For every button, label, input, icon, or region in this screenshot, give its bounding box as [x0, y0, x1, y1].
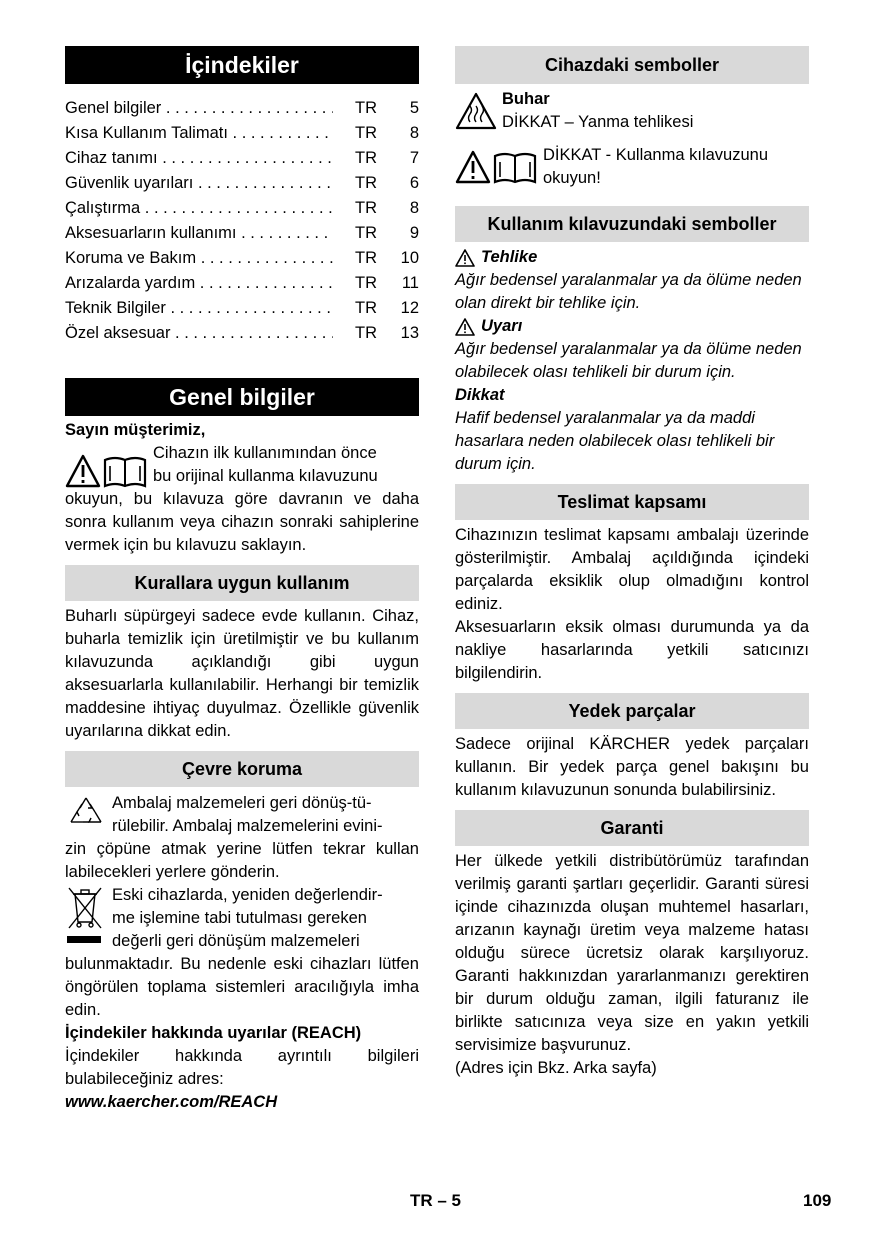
toc-lang: TR: [355, 324, 377, 342]
toc-label: Güvenlik uyarıları . . .: [65, 171, 333, 196]
toc-label: Çalıştırma . . .: [65, 196, 333, 221]
recycle-icon: [65, 792, 112, 834]
toc-heading: İçindekiler: [65, 46, 419, 84]
caution-text: Hafif bedensel yaralanmalar ya da maddi hasarlara neden olabilecek olası tehlikeli bir durum için.: [455, 409, 775, 473]
caution-label: Dikkat: [455, 386, 505, 404]
toc-row[interactable]: [65, 146, 419, 171]
reach-title: İçindekiler hakkında uyarılar (REACH): [65, 1024, 362, 1042]
spare-parts-heading: Yedek parçalar: [455, 693, 809, 729]
warranty-heading: Garanti: [455, 810, 809, 846]
page-number: 109: [803, 1191, 832, 1210]
warranty-note: (Adres için Bkz. Arka sayfa): [455, 1059, 657, 1077]
right-column: [455, 46, 809, 1080]
toc-page: 9: [409, 224, 419, 242]
toc-page: 10: [400, 249, 419, 267]
spare-parts-text: Sadece orijinal KÄRCHER yedek parçaları kullanın. Bir yedek parça genel bakışını bu kullanım kılavuzunun sonunda bulabilirsiniz.: [455, 735, 809, 799]
toc-page: 6: [409, 174, 419, 192]
toc-row[interactable]: [65, 196, 419, 221]
toc-label: Cihaz tanımı . . .: [65, 146, 333, 171]
danger-label-row: [455, 246, 809, 269]
toc-label: Teknik Bilgiler . . .: [65, 296, 333, 321]
toc-lang: TR: [355, 274, 377, 292]
warranty-text: Her ülkede yetkili distribütörümüz tarafından verilmiş garanti şartları geçerlidir. Garanti süresi içinde cihazınızda oluşan muhtemel hasarları, arızanın kaynağı üretim veya malzeme hatası olduğu sürece ücretsiz olarak karşılıyoruz. Garanti hakkınızdan yararlanmanızı gerektiren bir durum olduğu zaman, ilgili faturanız ile birlikte satıcınıza veya size en yakın yetkili servisimize başvurunuz.: [455, 852, 809, 1054]
toc-page: 11: [401, 274, 419, 292]
manual-line-2: okuyun!: [543, 169, 601, 187]
reach-url[interactable]: www.kaercher.com/REACH: [65, 1093, 278, 1111]
toc-page: 13: [400, 324, 419, 342]
intro-line-2: bu orijinal kullanma kılavuzunu: [153, 467, 378, 485]
toc-row[interactable]: [65, 171, 419, 196]
table-of-contents: [65, 96, 419, 346]
toc-lang: TR: [355, 124, 377, 142]
toc-lang: TR: [355, 174, 377, 192]
device-symbols-heading: Cihazdaki semboller: [455, 46, 809, 84]
proper-use-text: Buharlı süpürgeyi sadece evde kullanın. Cihaz, buharla temizlik için üretilmiştir ve bu kullanım kılavuzunda açıklandığı gibi uygun aksesuarlarla kullanılabilir. Herhangi bir temizlik maddesine ihtiyaç duyulmaz. Özellikle güvenlik uyarılarına dikkat edin.: [65, 607, 419, 740]
toc-row[interactable]: [65, 271, 419, 296]
toc-label: Aksesuarların kullanımı . . .: [65, 221, 333, 246]
warning-label-row: [455, 315, 809, 338]
warning-manual-icon: [65, 442, 153, 488]
proper-use-heading: Kurallara uygun kullanım: [65, 565, 419, 601]
toc-row[interactable]: [65, 96, 419, 121]
intro-block: [65, 442, 419, 488]
greeting: Sayın müşterimiz,: [65, 421, 206, 439]
environment-heading: Çevre koruma: [65, 751, 419, 787]
read-manual-icon: [455, 144, 543, 184]
warning-label: Uyarı: [481, 317, 523, 335]
warning-triangle-icon: [455, 318, 475, 336]
toc-page: 12: [400, 299, 419, 317]
manual-symbol-block: [455, 144, 809, 190]
manual-symbols-heading: Kullanım kılavuzundaki semboller: [455, 206, 809, 242]
general-heading: Genel bilgiler: [65, 378, 419, 416]
toc-row[interactable]: [65, 321, 419, 346]
toc-row[interactable]: [65, 296, 419, 321]
manual-line-1: DİKKAT - Kullanma kılavuzunu: [543, 146, 768, 164]
toc-lang: TR: [355, 224, 377, 242]
warning-triangle-icon: [455, 249, 475, 267]
steam-symbol-block: [455, 88, 809, 134]
toc-lang: TR: [355, 149, 377, 167]
toc-row[interactable]: [65, 121, 419, 146]
toc-page: 7: [409, 149, 419, 167]
recycle-text: zin çöpüne atmak yerine lütfen tekrar kullan labilecekleri yerlere gönderin.: [65, 840, 419, 881]
toc-page: 8: [409, 124, 419, 142]
steam-text: DİKKAT – Yanma tehlikesi: [502, 113, 694, 131]
recycle-line-2: rülebilir. Ambalaj malzemelerini evini-: [112, 817, 383, 835]
delivery-heading: Teslimat kapsamı: [455, 484, 809, 520]
weee-line-3: değerli geri dönüşüm malzemeleri: [112, 932, 360, 950]
toc-lang: TR: [355, 99, 377, 117]
toc-label: Arızalarda yardım . . .: [65, 271, 333, 296]
weee-line-1: Eski cihazlarda, yeniden değerlendir-: [112, 886, 383, 904]
toc-page: 5: [409, 99, 419, 117]
hot-steam-warning-icon: [455, 88, 502, 130]
toc-page: 8: [409, 199, 419, 217]
crossed-bin-icon: [65, 884, 112, 950]
steam-title: Buhar: [502, 90, 550, 108]
toc-label: Kısa Kullanım Talimatı . . .: [65, 121, 333, 146]
reach-text: İçindekiler hakkında ayrıntılı bilgileri bulabileceğiniz adres:: [65, 1047, 419, 1088]
toc-lang: TR: [355, 299, 377, 317]
intro-line-1: Cihazın ilk kullanımından önce: [153, 444, 377, 462]
delivery-text-1: Cihazınızın teslimat kapsamı ambalajı üzerinde gösterilmiştir. Ambalaj açıldığında içindeki parçalarda eksiklik olup olmadığını kontrol ediniz.: [455, 526, 809, 613]
danger-label: Tehlike: [481, 248, 538, 266]
danger-text: Ağır bedensel yaralanmalar ya da ölüme neden olan direkt bir tehlike için.: [455, 271, 802, 312]
toc-label: Genel bilgiler . . .: [65, 96, 333, 121]
toc-label: Özel aksesuar . . .: [65, 321, 333, 346]
weee-text: bulunmaktadır. Bu nedenle eski cihazları lütfen öngörülen toplama sistemleri aracılığıyla imha edin.: [65, 955, 419, 1019]
toc-row[interactable]: [65, 246, 419, 271]
toc-label: Koruma ve Bakım . . .: [65, 246, 333, 271]
weee-block: [65, 884, 419, 953]
delivery-text-2: Aksesuarların eksik olması durumunda ya da nakliye hasarlarında yetkili satıcınızı bilgilendirin.: [455, 618, 809, 682]
intro-text: okuyun, bu kılavuza göre davranın ve daha sonra kullanım veya cihazın sonraki sahiplerine vermek için bu kılavuzu saklayın.: [65, 490, 419, 554]
recycle-block: [65, 792, 419, 838]
toc-lang: TR: [355, 249, 377, 267]
left-column: [65, 46, 419, 1114]
footer-section: TR – 5: [410, 1191, 462, 1210]
toc-lang: TR: [355, 199, 377, 217]
toc-row[interactable]: [65, 221, 419, 246]
weee-line-2: me işlemine tabi tutulması gereken: [112, 909, 367, 927]
recycle-line-1: Ambalaj malzemeleri geri dönüş-tü-: [112, 794, 372, 812]
warning-text: Ağır bedensel yaralanmalar ya da ölüme neden olabilecek olası tehlikeli bir durum için.: [455, 340, 802, 381]
